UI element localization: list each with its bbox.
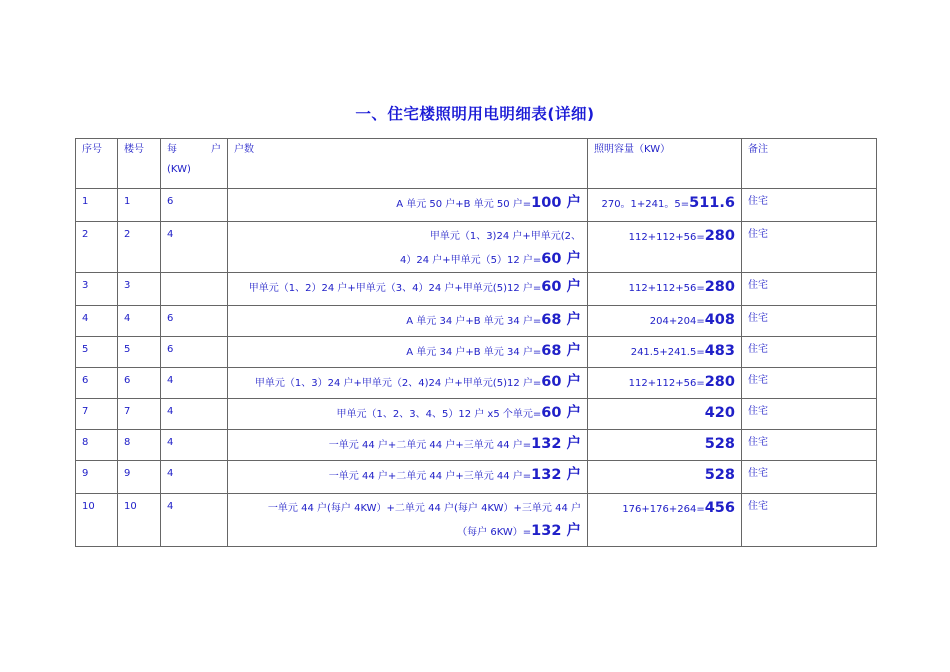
households-text: 甲单元（1、2、3、4、5）12 户 x5 个单元= xyxy=(336,409,542,420)
cell-building: 2 xyxy=(118,222,161,273)
households-total: 68 户 xyxy=(541,343,581,359)
cell-note: 住宅 xyxy=(742,368,877,399)
cell-note: 住宅 xyxy=(742,461,877,494)
cell-seq: 6 xyxy=(76,368,118,399)
header-households: 户数 xyxy=(228,139,588,189)
cell-seq: 10 xyxy=(76,494,118,547)
table-row xyxy=(76,368,877,399)
cell-seq: 1 xyxy=(76,189,118,222)
households-text: 一单元 44 户+二单元 44 户+三单元 44 户= xyxy=(328,440,532,451)
cell-building: 4 xyxy=(118,306,161,337)
cell-building: 5 xyxy=(118,337,161,368)
header-building: 楼号 xyxy=(118,139,161,189)
cell-capacity xyxy=(588,399,742,430)
cell-households xyxy=(228,430,588,461)
cell-per-household: 4 xyxy=(161,368,228,399)
households-text: 甲单元（1、2）24 户+甲单元（3、4）24 户+甲单元(5)12 户= xyxy=(248,283,542,294)
cell-capacity xyxy=(588,368,742,399)
cell-per-household: 4 xyxy=(161,399,228,430)
cell-seq: 3 xyxy=(76,273,118,306)
header-per-household xyxy=(161,139,228,189)
cell-building: 1 xyxy=(118,189,161,222)
cell-households xyxy=(228,461,588,494)
capacity-total: 483 xyxy=(704,343,735,359)
capacity-formula: 112+112+56= xyxy=(628,378,705,389)
table-row xyxy=(76,399,877,430)
table-row xyxy=(76,273,877,306)
cell-per-household: 6 xyxy=(161,306,228,337)
cell-per-household: 4 xyxy=(161,461,228,494)
cell-seq: 5 xyxy=(76,337,118,368)
header-capacity: 照明容量（KW） xyxy=(588,139,742,189)
lighting-table xyxy=(75,138,877,547)
table-row xyxy=(76,461,877,494)
households-line xyxy=(234,433,581,457)
households-text: A 单元 50 户+B 单元 50 户= xyxy=(396,199,532,210)
capacity-total: 280 xyxy=(704,228,735,244)
cell-note: 住宅 xyxy=(742,337,877,368)
cell-building: 10 xyxy=(118,494,161,547)
households-line xyxy=(234,520,581,544)
households-text: 甲单元（1、3)24 户+甲单元(2、 xyxy=(429,231,581,242)
cell-per-household: 6 xyxy=(161,337,228,368)
cell-capacity xyxy=(588,189,742,222)
households-text: （每户 6KW）= xyxy=(457,527,532,538)
households-line xyxy=(234,276,581,300)
cell-per-household: 6 xyxy=(161,189,228,222)
capacity-formula: 270。1+241。5= xyxy=(601,199,690,210)
households-text: 甲单元（1、3）24 户+甲单元（2、4)24 户+甲单元(5)12 户= xyxy=(254,378,542,389)
households-text: 4）24 户+甲单元（5）12 户= xyxy=(399,255,542,266)
cell-capacity xyxy=(588,337,742,368)
cell-building: 8 xyxy=(118,430,161,461)
cell-capacity xyxy=(588,494,742,547)
capacity-formula: 176+176+264= xyxy=(622,504,705,515)
cell-seq: 7 xyxy=(76,399,118,430)
capacity-total: 511.6 xyxy=(689,195,735,211)
cell-households xyxy=(228,399,588,430)
capacity-formula: 112+112+56= xyxy=(628,232,705,243)
capacity-total: 408 xyxy=(704,312,735,328)
cell-capacity xyxy=(588,430,742,461)
table-row xyxy=(76,189,877,222)
header-note: 备注 xyxy=(742,139,877,189)
cell-households xyxy=(228,368,588,399)
cell-note: 住宅 xyxy=(742,273,877,306)
households-total: 100 户 xyxy=(531,195,581,211)
cell-building: 3 xyxy=(118,273,161,306)
households-line xyxy=(234,340,581,364)
cell-households xyxy=(228,222,588,273)
capacity-total: 280 xyxy=(704,279,735,295)
capacity-total: 528 xyxy=(704,467,735,483)
cell-seq: 9 xyxy=(76,461,118,494)
capacity-formula: 112+112+56= xyxy=(628,283,705,294)
households-text: 一单元 44 户(每户 4KW）+二单元 44 户(每户 4KW）+三单元 44 户 xyxy=(267,503,581,514)
households-total: 132 户 xyxy=(531,436,581,452)
cell-note: 住宅 xyxy=(742,399,877,430)
cell-building: 6 xyxy=(118,368,161,399)
capacity-formula: 241.5+241.5= xyxy=(630,347,705,358)
cell-seq: 4 xyxy=(76,306,118,337)
cell-note: 住宅 xyxy=(742,222,877,273)
households-line xyxy=(234,402,581,426)
cell-building: 7 xyxy=(118,399,161,430)
cell-seq: 2 xyxy=(76,222,118,273)
households-total: 132 户 xyxy=(531,467,581,483)
households-line xyxy=(234,192,581,216)
page-title: 一、住宅楼照明用电明细表(详细) xyxy=(355,105,595,123)
header-per-b: 户 xyxy=(211,144,221,155)
households-line xyxy=(234,309,581,333)
households-line xyxy=(234,497,581,520)
households-total: 60 户 xyxy=(541,374,581,390)
header-seq: 序号 xyxy=(76,139,118,189)
cell-households xyxy=(228,337,588,368)
cell-per-household: 4 xyxy=(161,430,228,461)
header-per-a: 每 xyxy=(167,144,177,155)
table-header-row xyxy=(76,139,877,189)
cell-capacity xyxy=(588,306,742,337)
cell-per-household: 4 xyxy=(161,494,228,547)
households-total: 132 户 xyxy=(531,523,581,539)
capacity-total: 420 xyxy=(704,405,735,421)
cell-note: 住宅 xyxy=(742,306,877,337)
households-total: 60 户 xyxy=(541,279,581,295)
table-row xyxy=(76,222,877,273)
table-row xyxy=(76,430,877,461)
households-line xyxy=(234,225,581,248)
header-per-unit: (KW) xyxy=(167,164,191,175)
capacity-total: 528 xyxy=(704,436,735,452)
households-text: A 单元 34 户+B 单元 34 户= xyxy=(406,316,542,327)
cell-households xyxy=(228,273,588,306)
cell-households xyxy=(228,306,588,337)
households-line xyxy=(234,248,581,272)
table-row xyxy=(76,494,877,547)
cell-seq: 8 xyxy=(76,430,118,461)
households-total: 68 户 xyxy=(541,312,581,328)
capacity-total: 456 xyxy=(704,500,735,516)
households-line xyxy=(234,371,581,395)
capacity-formula: 204+204= xyxy=(649,316,705,327)
cell-per-household: 4 xyxy=(161,222,228,273)
cell-households xyxy=(228,494,588,547)
cell-capacity xyxy=(588,222,742,273)
households-total: 60 户 xyxy=(541,405,581,421)
households-total: 60 户 xyxy=(541,251,581,267)
households-text: 一单元 44 户+二单元 44 户+三单元 44 户= xyxy=(328,471,532,482)
cell-households xyxy=(228,189,588,222)
table-row xyxy=(76,337,877,368)
cell-note: 住宅 xyxy=(742,430,877,461)
capacity-total: 280 xyxy=(704,374,735,390)
cell-building: 9 xyxy=(118,461,161,494)
cell-capacity xyxy=(588,273,742,306)
households-text: A 单元 34 户+B 单元 34 户= xyxy=(406,347,542,358)
households-line xyxy=(234,464,581,488)
cell-capacity xyxy=(588,461,742,494)
table-row xyxy=(76,306,877,337)
cell-note: 住宅 xyxy=(742,189,877,222)
cell-note: 住宅 xyxy=(742,494,877,547)
cell-per-household xyxy=(161,273,228,306)
